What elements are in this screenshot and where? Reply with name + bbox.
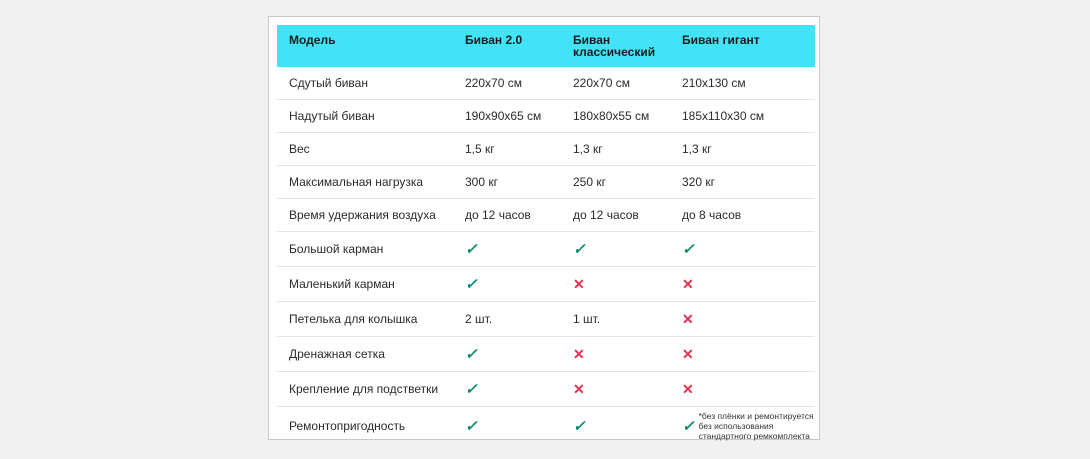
table-row [277,267,815,302]
table-header [277,25,815,67]
value-text: до 12 часов [573,208,639,222]
comparison-table [277,25,815,445]
row-value [561,407,670,446]
row-value [453,67,561,100]
row-value [453,100,561,133]
row-value [561,166,670,199]
table-row [277,67,815,100]
row-label: Вес [277,133,453,166]
value-text: 220х70 см [465,76,522,90]
row-value [561,302,670,337]
row-value [561,267,670,302]
row-value [670,337,815,372]
row-value [453,267,561,302]
row-value [561,67,670,100]
row-value [453,337,561,372]
repair-note: *без плёнки и ремонтируется без использования стандартного ремкомплекта [698,411,814,441]
table-row [277,407,815,446]
cross-icon: ✕ [682,345,694,362]
table-row [277,100,815,133]
row-label: Петелька для колышка [277,302,453,337]
cross-icon: ✕ [682,310,694,327]
row-label: Сдутый биван [277,67,453,100]
row-value [670,372,815,407]
check-icon: ✓ [465,381,478,398]
header-bivan-2: Биван 2.0 [465,33,523,47]
row-value [670,302,815,337]
table-row [277,166,815,199]
row-value [670,166,815,199]
comparison-card [268,16,820,440]
row-value [453,166,561,199]
row-value [561,100,670,133]
value-text: 220х70 см [573,76,630,90]
table-row [277,232,815,267]
row-value [453,372,561,407]
value-with-note [682,411,815,441]
table-row [277,337,815,372]
check-icon: ✓ [465,241,478,258]
row-value [453,199,561,232]
row-label: Время удержания воздуха [277,199,453,232]
row-value [670,267,815,302]
row-value [561,199,670,232]
row-label: Надутый биван [277,100,453,133]
row-value [670,407,815,446]
row-value [453,407,561,446]
row-label: Максимальная нагрузка [277,166,453,199]
row-value [670,199,815,232]
header-bivan-classic: Биван классический [573,33,656,59]
cross-icon: ✕ [682,275,694,292]
row-value [561,232,670,267]
value-text: до 8 часов [682,208,742,222]
row-value [453,133,561,166]
row-value [561,133,670,166]
row-value [670,133,815,166]
value-text: 190х90х65 см [465,109,542,123]
row-label: Ремонтопригодность [289,419,406,433]
row-value [453,302,561,337]
cross-icon: ✕ [573,345,585,362]
value-text: 1 шт. [573,312,601,326]
check-icon: ✓ [465,276,478,293]
table-row [277,199,815,232]
value-text: 2 шт. [465,312,493,326]
row-value [453,232,561,267]
row-value [561,372,670,407]
table-row [277,302,815,337]
value-text: 210х130 см [682,76,746,90]
row-value [561,337,670,372]
row-label: Большой карман [277,232,453,267]
cross-icon: ✕ [573,380,585,397]
value-text: 320 кг [682,175,715,189]
header-bivan-giant: Биван гигант [682,33,760,47]
table-row [277,372,815,407]
value-text: 1,3 кг [682,142,712,156]
table-body [277,67,815,445]
row-label: Крепление для подстветки [277,372,453,407]
check-icon: ✓ [573,418,586,435]
row-label: Дренажная сетка [277,337,453,372]
value-text: 1,5 кг [465,142,495,156]
value-text: до 12 часов [465,208,531,222]
cross-icon: ✕ [573,275,585,292]
value-text: 1,3 кг [573,142,603,156]
header-row [277,25,815,67]
check-icon: ✓ [465,346,478,363]
header-model: Модель [289,33,336,47]
check-icon: ✓ [465,418,478,435]
row-value [670,67,815,100]
check-icon: ✓ [573,241,586,258]
cross-icon: ✕ [682,380,694,397]
check-icon: ✓ [682,241,695,258]
value-text: 250 кг [573,175,606,189]
check-icon: ✓ [682,418,695,435]
value-text: 180х80х55 см [573,109,650,123]
table-row [277,133,815,166]
row-value [670,100,815,133]
row-value [670,232,815,267]
value-text: 300 кг [465,175,498,189]
row-label: Маленький карман [277,267,453,302]
value-text: 185х110х30 см [682,109,765,123]
